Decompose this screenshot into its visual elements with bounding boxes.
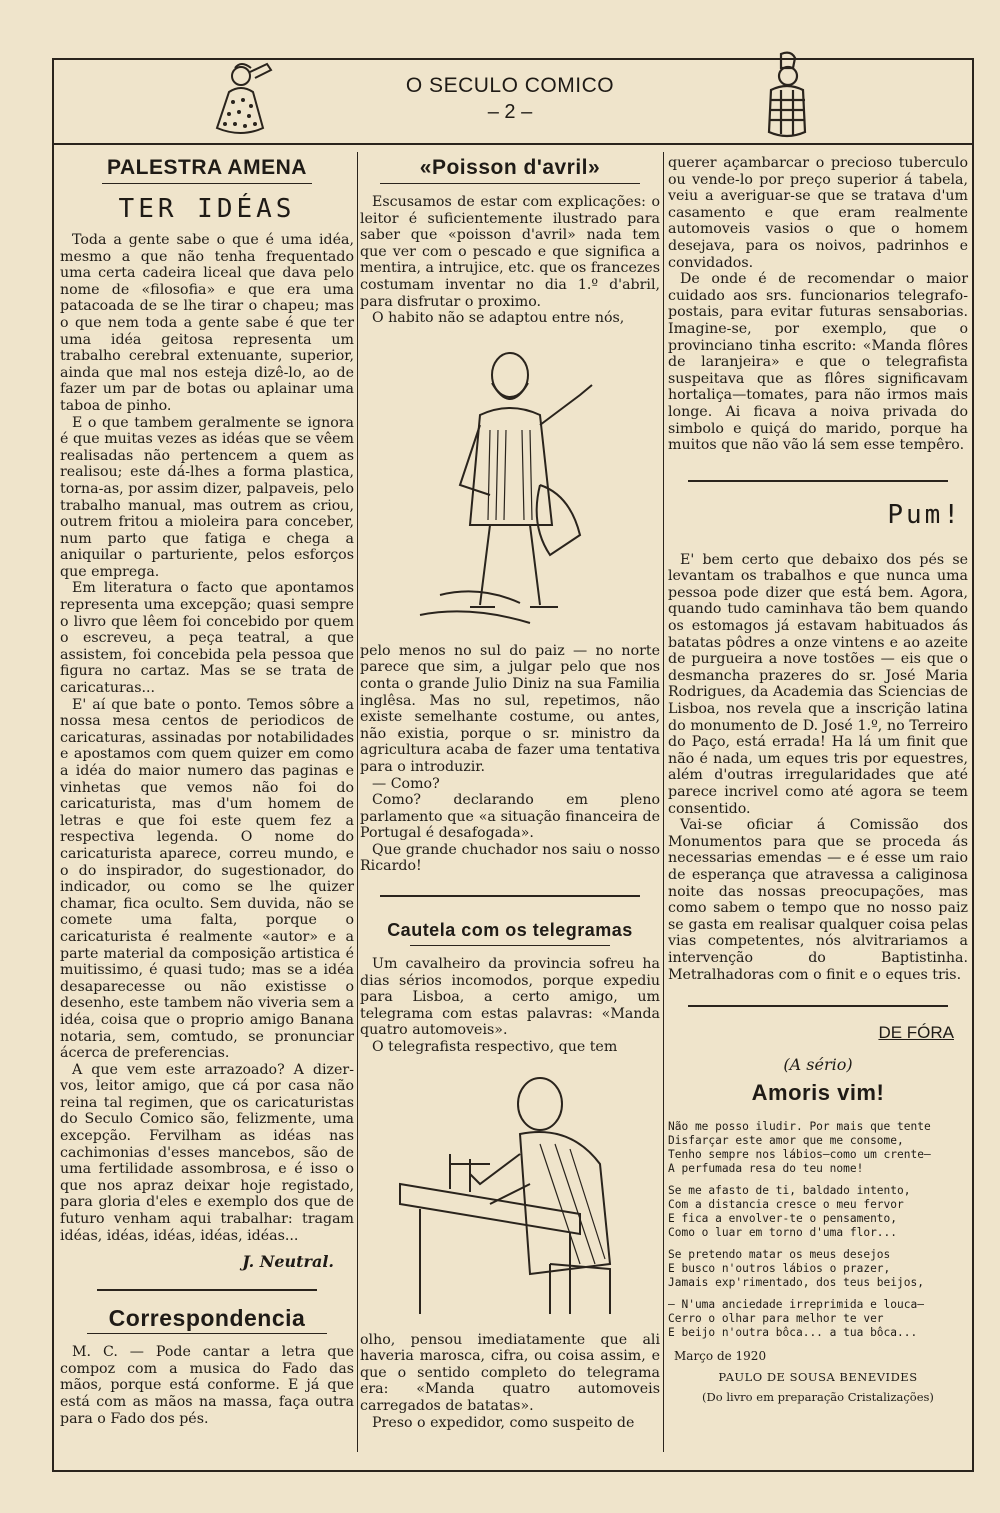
page-number: – 2 – <box>487 101 533 123</box>
poem-line: Não me posso iludir. Por mais que tente <box>668 1120 931 1134</box>
poem-line: — N'uma anciedade irreprimida e louca— <box>668 1298 924 1312</box>
column-divider-2 <box>663 152 664 1452</box>
column-3 <box>668 155 968 1406</box>
poem-line: Como o luar em torno d'uma flor... <box>668 1226 898 1240</box>
poem-line: E beijo n'outra bôca... a tua bôca... <box>668 1326 918 1340</box>
poem-line: Disfarçar este amor que me consome, <box>668 1134 904 1148</box>
column-1 <box>60 155 354 1427</box>
poem-date: Março de 1920 <box>674 1349 767 1364</box>
palestra-rule <box>102 183 312 184</box>
poem-line: Se pretendo matar os meus desejos <box>668 1248 891 1262</box>
telegramas-continued: querer açambarcar o precioso tuberculo ou vende-lo por preço superior á tabela, veiu a averiguar-se que se tratava d'um casamento e que eram realmente automoveis vasios o que o homem desejava, para os noivos, padrinhos e convidados. <box>668 155 968 271</box>
correspondencia-title: Correspondencia <box>108 1305 306 1332</box>
poisson-rule <box>380 183 640 184</box>
pum-title: Pum! <box>887 499 962 530</box>
poem-stanza <box>668 1298 968 1340</box>
palestra-title: PALESTRA AMENA <box>107 156 307 179</box>
palestra-signature: J. Neutral. <box>242 1252 334 1272</box>
palestra-subtitle: TER IDÉAS <box>118 194 296 224</box>
poem-stanza <box>668 1184 968 1240</box>
telegramas-rule <box>410 945 610 946</box>
ornamental-rule <box>688 476 948 486</box>
ornamental-rule <box>380 891 640 901</box>
ornamental-rule <box>688 1001 948 1011</box>
telegramas-paragraph: O telegrafista respectivo, que tem <box>372 1039 618 1056</box>
poisson-paragraph: — Como? <box>372 775 440 792</box>
palestra-paragraph: A que vem este arrazoado? A dizer-vos, leitor amigo, que cá por casa não reina tal regimen, que os caricaturistas do Seculo Comico são, felizmente, uma excepção. Fervilham as idéas nas cachimonias d'esses mancebos, são de uma fertilidade assombrosa, e é isso o que nos apraz deixar hoje registado, para gloria d'eles e exemplo dos que de futuro venham aqui trabalhar: tragam idéas, idéas, idéas, idéas, idéas... <box>60 1061 354 1244</box>
poisson-paragraph: Escusamos de estar com explicações: o leitor é suficientemente ilustrado para saber que «poisson d'avril» nada tem que ver com o pescado e que significa a mentira, a intrujice, etc. que os francezes costumam inventar no dia 1.º d'abril, para disfrutar o proximo. <box>360 194 660 310</box>
barrel-figure-icon <box>765 50 810 142</box>
poem <box>668 1120 968 1340</box>
telegramas-continued: De onde é de recomendar o maior cuidado aos srs. funcionarios telegrafo-postais, para evitar futuras sensaborias. Imagine-se, por exemplo, que o provinciano tinha escrito: «Manda flôres de laranjeira» e que o telegrafista suspeitava que as flôres significavam hortaliça—tomates, para não irmos mais longe. Ai ficava a noiva privada do simbolo e quiçá do marido, porque ha muitos que não vão lá sem esse tempêro. <box>668 271 968 454</box>
telegraphist-illustration <box>380 1064 640 1324</box>
poem-line: E fica a envolver-te o pensamento, <box>668 1212 898 1226</box>
pum-paragraph: Vai-se oficiar á Comissão dos Monumentos para que se proceda ás necessarias emendas — e é esse um raio de esperança que atravessa a caliginosa noite das nossas preocupações, mas como sabem o tempo que no nosso paiz se gasta em realisar qualquer coisa pelas vias competentes, nós alvitrariamos a intervenção do Baptistinha. Metralhadoras com o finit e o eques tris. <box>668 817 968 983</box>
poem-source: (Do livro em preparação Cristalizações) <box>702 1390 934 1405</box>
telegramas-title: Cautela com os telegramas <box>387 920 633 941</box>
poem-line: A perfumada resa do teu nome! <box>668 1162 864 1176</box>
poisson-title: «Poisson d'avril» <box>419 156 601 179</box>
newspaper-title: O SECULO COMICO <box>405 74 615 97</box>
telegramas-paragraph: Preso o expedidor, como suspeito de <box>372 1414 635 1431</box>
column-2 <box>360 155 660 1431</box>
poem-line: Jamais exp'rimentado, dos teus beijos, <box>668 1276 924 1290</box>
telegramas-paragraph: Um cavalheiro da provincia sofreu ha dias sérios incomodos, porque expediu para Lisboa, a certo amigo, um telegrama com estas palavras: «Manda quatro automoveis». <box>360 956 660 1039</box>
palestra-paragraph: Toda a gente sabe o que é uma idéa, mesmo a que não tenha frequentado uma certa cadeira liceal que dava pelo nome de «filosofia» e que era uma patacoada de se lhe tirar o chapeu; mas o que nem toda a gente sabe é que ter uma idéa geitosa representa um trabalho cerebral extenuante, superior, ainda que mal nos esteja dizê-lo, ao de fazer um par de botas ou aplainar uma taboa de pinho. <box>60 232 354 414</box>
palestra-paragraph: Em literatura o facto que apontamos representa uma excepção; quasi sempre o livro que lêem foi concebido por quem o escreveu, a peça teatral, a que assistem, foi concebida pela pessoa que figura no cartaz. Mas se se trata de caricaturas... <box>60 580 354 697</box>
poisson-paragraph: O habito não se adaptou entre nós, <box>372 310 625 327</box>
poem-subtitle: (A sério) <box>783 1055 853 1075</box>
ornamental-rule <box>97 1285 317 1295</box>
poem-title: Amoris vim! <box>751 1080 885 1106</box>
palestra-paragraph: E' aí que bate o ponto. Temos sôbre a nossa mesa centos de periodicos de caricaturas, assinadas por notabilidades e apostamos com quem quizer em como a idéa do maior numero das paginas e vinhetas que vemos não foi do caricaturista, mas d'um homem de letras e que foi este quem fez a respectiva legenda. O nome do caricaturista aparece, correu mundo, e o do inspirador, do sugestionador, do indicador, ou como se lhe quizer chamar, fica oculto. Sem duvida, não se comete uma falta, porque o caricaturista é realmente «autor» e a parte material da composição artistica é muitissimo, é quasi tudo; mas se a idéa desaparecesse ou não existisse o desenho, este tambem não viveria sem a idéa, coisa que o proprio amigo Banana notaria, sem, comtudo, se pronunciar ácerca de preferencias. <box>60 696 354 1062</box>
poisson-paragraph: pelo menos no sul do paiz — no norte parece que sim, a julgar pelo que nos conta o grande Julio Diniz na sua Familia inglêsa. Mas no sul, repetimos, não existe semelhante costume, ou antes, não existia, porque o sr. ministro da agricultura acaba de fazer uma tentativa para o introduzir. <box>360 642 660 775</box>
poisson-paragraph: Como? declarando em pleno parlamento que «a situação financeira de Portugal é desafogada». <box>360 792 660 842</box>
poem-line: Cerro o olhar para melhor te ver <box>668 1312 884 1326</box>
column-divider-1 <box>357 152 358 1452</box>
poisson-paragraph: Que grande chuchador nos saiu o nosso Ricardo! <box>360 841 660 875</box>
masthead-rule <box>52 143 974 145</box>
poem-line: Se me afasto de ti, baldado intento, <box>668 1184 911 1198</box>
poem-stanza <box>668 1120 968 1176</box>
poem-author: PAULO DE SOUSA BENEVIDES <box>718 1369 918 1384</box>
poem-line: Com a distancia cresce o meu fervor <box>668 1198 904 1212</box>
girl-mascot-icon <box>205 62 280 140</box>
poem-line: Tenho sempre nos lábios—como um crente— <box>668 1148 931 1162</box>
poem-stanza <box>668 1248 968 1290</box>
telegramas-paragraph: olho, pensou imediatamente que ali haveria marosca, cifra, ou coisa assim, e que o sentido completo do telegrama era: «Manda quatro automoveis carregados de batatas». <box>360 1331 660 1414</box>
poem-section: DE FÓRA <box>878 1023 954 1043</box>
poem-line: E busco n'outros lábios o prazer, <box>668 1262 891 1276</box>
pum-paragraph: E' bem certo que debaixo dos pés se levantam os trabalhos e que nunca uma pessoa pode dizer que está bem. Agora, quando tudo caminhava tão bem quando os estomagos já estavam habituados ás batatas pôdres a onze vintens e ao azeite de purgueira a nove tostões — eis que o desmancha prazeres do sr. José Maria Rodrigues, da Academia das Sciencias de Lisboa, nos revela que a inscrição latina do monumento de D. José 1.º, no Terreiro do Paço, está errada! Ha lá um finit que não é nada, um eques tris por equestres, além d'outras irregularidades que até parece incrivel como até agora se teem consentido. <box>668 551 968 817</box>
palestra-paragraph: E o que tambem geralmente se ignora é que muitas vezes as idéas que se vêem realisadas não pertencem a quem as realisou; este dá-lhes a forma plastica, torna-as, por assim dizer, palpaveis, pelo trabalho manual, mas outrem as criou, outrem fritou a mioleira para conceber, num parto que fatiga e chega a aniquilar o parturiente, pelos esforços que emprega. <box>60 414 354 580</box>
bearded-man-illustration <box>380 335 640 635</box>
correspondencia-rule <box>87 1333 327 1334</box>
correspondencia-text: M. C. — Pode cantar a letra que compoz com a musica do Fado das mãos, porque está conforme. E já que está com as mãos na massa, faça outra para o Fado dos pés. <box>60 1344 354 1427</box>
